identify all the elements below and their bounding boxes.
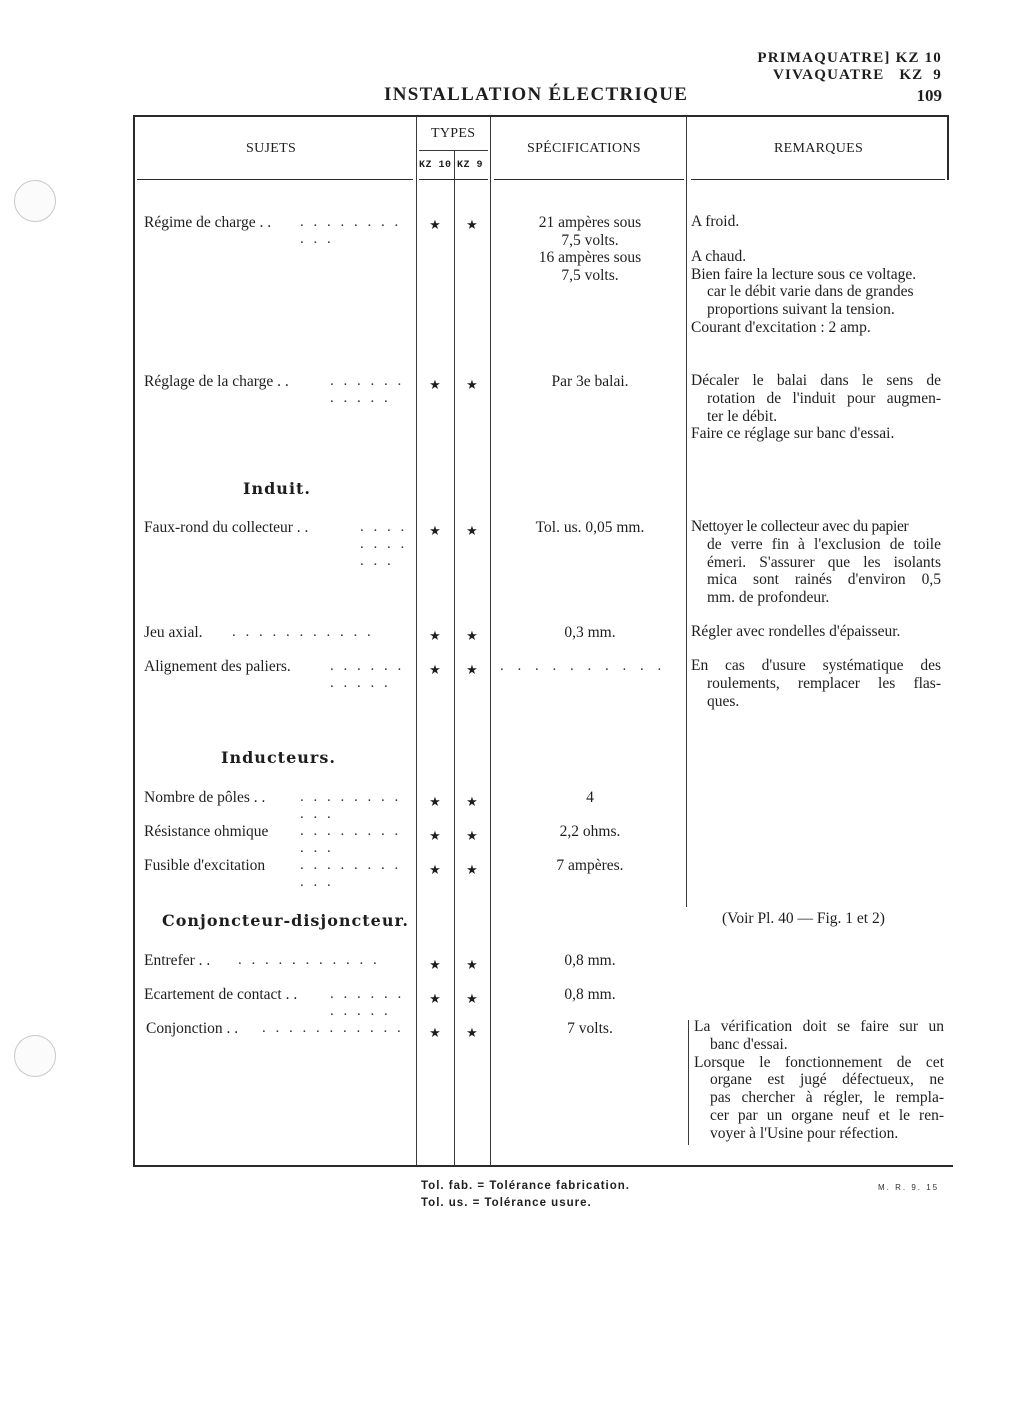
column-header-kz9: KZ 9 [457,160,484,171]
row-subject-fauxrond: Faux-rond du collecteur . . [144,519,309,536]
remark-line: pas chercher à régler, le rempla- [710,1089,944,1107]
conjoncteur-note: (Voir Pl. 40 — Fig. 1 et 2) [722,910,885,927]
row-leader-dots: . . . . . . . . . . . [300,823,402,856]
row-leader-dots: . . . . . . . . . . . [300,857,402,890]
row-spec-fusible: 7 ampères. [556,857,624,874]
column-header-kz10: KZ 10 [419,160,452,171]
row-leader-dots: . . . . . . . . . . . [300,214,402,247]
row-spec-conjonction: 7 volts. [567,1020,613,1037]
column-header-specifications: SPÉCIFICATIONS [527,141,641,156]
row-spec-fauxrond: Tol. us. 0,05 mm. [535,519,645,536]
row-leader-dots: . . . . . . . . . . . [330,986,405,1019]
row-spec-reglage: Par 3e balai. [551,373,629,390]
star-icon: ★ [466,628,478,643]
page-title: INSTALLATION ÉLECTRIQUE [384,84,689,105]
remark-line: car le débit varie dans de grandes [707,283,914,301]
table-top-border [133,115,949,117]
remark-line: Décaler le balai dans le sens de [691,372,941,389]
column-header-types: TYPES [431,126,476,141]
remark-line: voyer à l'Usine pour réfection. [710,1124,899,1142]
star-icon: ★ [429,662,441,677]
row-subject-regime: Régime de charge . . [144,214,272,231]
remark-line: Courant d'excitation : 2 amp. [691,318,871,336]
remark-line: Faire ce réglage sur banc d'essai. [691,425,895,443]
star-icon: ★ [429,828,441,843]
remark-line: proportions suivant la tension. [707,301,895,319]
divider-spec-remarks-lower [688,1020,689,1145]
row-subject-jeu: Jeu axial. [144,624,203,641]
row-spec-resistance: 2,2 ohms. [559,823,621,840]
document-code: M. R. 9. 15 [878,1183,940,1192]
spec-line: 7,5 volts. [561,231,619,249]
remark-line: cer par un organe neuf et le ren- [710,1106,944,1124]
row-spec-nombre: 4 [586,789,594,806]
remark-line: La vérification doit se faire sur un [694,1018,944,1035]
spec-header-rule [494,179,684,180]
star-icon: ★ [466,377,478,392]
types-underline [419,150,488,151]
row-remarks-jeu [691,623,941,641]
star-icon: ★ [466,862,478,877]
row-spec-regime [495,214,685,284]
header-models [757,50,942,84]
remark-line: Bien faire la lecture sous ce voltage. [691,265,917,283]
remarks-header-rule [691,179,945,180]
row-subject-fusible: Fusible d'excitation [144,857,266,874]
star-icon: ★ [466,957,478,972]
row-leader-dots: . . . . . . . . . . . [232,624,374,640]
remark-line: émeri. S'assurer que les isolants [707,553,941,571]
row-spec-entrefer: 0,8 mm. [564,952,616,969]
star-icon: ★ [466,991,478,1006]
row-leader-dots: . . . . . . . . . . . [360,519,408,569]
remark-line: A froid. [691,213,740,230]
remark-line: banc d'essai. [710,1035,788,1053]
divider-kz10-kz9 [454,150,455,1165]
page-number: 109 [916,86,942,105]
star-icon: ★ [466,662,478,677]
row-leader-dots: . . . . . . . . . . . [300,789,402,822]
remark-line: ques. [707,692,740,710]
row-remarks-conjonction [694,1018,944,1143]
row-leader-dots: . . . . . . . . . . . [330,373,405,406]
row-remarks-regime [691,213,941,337]
row-remarks-reglage [691,372,941,443]
table-right-border [947,115,949,180]
section-inducteurs: Inducteurs. [221,748,336,767]
remark-line: organe est jugé défectueux, ne [710,1071,944,1089]
remark-line: Nettoyer le collecteur avec du papier [691,518,909,535]
row-spec-jeu: 0,3 mm. [564,624,616,641]
row-leader-dots: . . . . . . . . . . . [330,658,405,691]
star-icon: ★ [466,1025,478,1040]
row-subject-conjonction: Conjonction . . [146,1020,239,1037]
star-icon: ★ [429,1025,441,1040]
row-subject-resistance: Résistance ohmique [144,823,269,840]
row-remarks-alignement [691,657,941,710]
remark-line: A chaud. [691,247,747,265]
table-left-border [133,115,135,1167]
section-induit: Induit. [243,479,311,498]
row-spec-alignement: . . . . . . . . . . [500,658,667,674]
remark-line: rotation de l'induit pour augmen- [707,389,941,407]
table-bottom-border [133,1165,953,1167]
divider-subjects-types [416,117,417,1165]
row-subject-alignement: Alignement des paliers. [144,658,291,675]
star-icon: ★ [466,828,478,843]
section-conjoncteur: Conjoncteur-disjoncteur. [162,911,409,930]
header-model-2: VIVAQUATRE KZ 9 [773,67,942,83]
row-subject-entrefer: Entrefer . . [144,952,211,969]
subjects-header-rule [137,179,413,180]
remark-line: mica sont rainés d'environ 0,5 [707,571,941,589]
footer-legend-us: Tol. us. = Tolérance usure. [421,1197,592,1209]
remark-line: Lorsque le fonctionnement de cet [694,1053,944,1071]
row-remarks-fauxrond [691,518,941,607]
remark-line: roulements, remplacer les flas- [707,674,941,692]
star-icon: ★ [429,377,441,392]
star-icon: ★ [466,217,478,232]
star-icon: ★ [429,217,441,232]
remark-line: de verre fin à l'exclusion de toile [707,535,941,553]
divider-types-spec [490,117,491,1165]
footer-legend [421,1178,630,1212]
spec-line: 16 ampères sous [538,249,642,266]
star-icon: ★ [466,794,478,809]
star-icon: ★ [429,957,441,972]
star-icon: ★ [466,523,478,538]
spec-line: 21 ampères sous [538,214,642,231]
types-header-rule [419,179,488,180]
punch-hole-top [14,180,56,222]
row-subject-ecartement: Ecartement de contact . . [144,986,298,1003]
header-model-1: PRIMAQUATRE] KZ 10 [757,50,942,66]
star-icon: ★ [429,628,441,643]
row-leader-dots: . . . . . . . . . . . [262,1020,404,1036]
remark-line: En cas d'usure systématique des [691,657,941,674]
star-icon: ★ [429,862,441,877]
column-header-remarks: REMARQUES [774,141,864,156]
star-icon: ★ [429,794,441,809]
remark-line: mm. de profondeur. [707,589,830,607]
row-leader-dots: . . . . . . . . . . . [238,952,380,968]
star-icon: ★ [429,991,441,1006]
divider-spec-remarks [686,117,687,907]
row-subject-reglage: Réglage de la charge . . [144,373,289,390]
row-subject-nombre: Nombre de pôles . . [144,789,266,806]
remark-line: ter le débit. [707,407,778,425]
column-header-subjects: SUJETS [246,141,297,156]
spec-line: 7,5 volts. [561,266,619,284]
remark-line: Régler avec rondelles d'épaisseur. [691,623,901,640]
footer-legend-fab: Tol. fab. = Tolérance fabrication. [421,1180,630,1192]
star-icon: ★ [429,523,441,538]
row-spec-ecartement: 0,8 mm. [564,986,616,1003]
punch-hole-bottom [14,1035,56,1077]
